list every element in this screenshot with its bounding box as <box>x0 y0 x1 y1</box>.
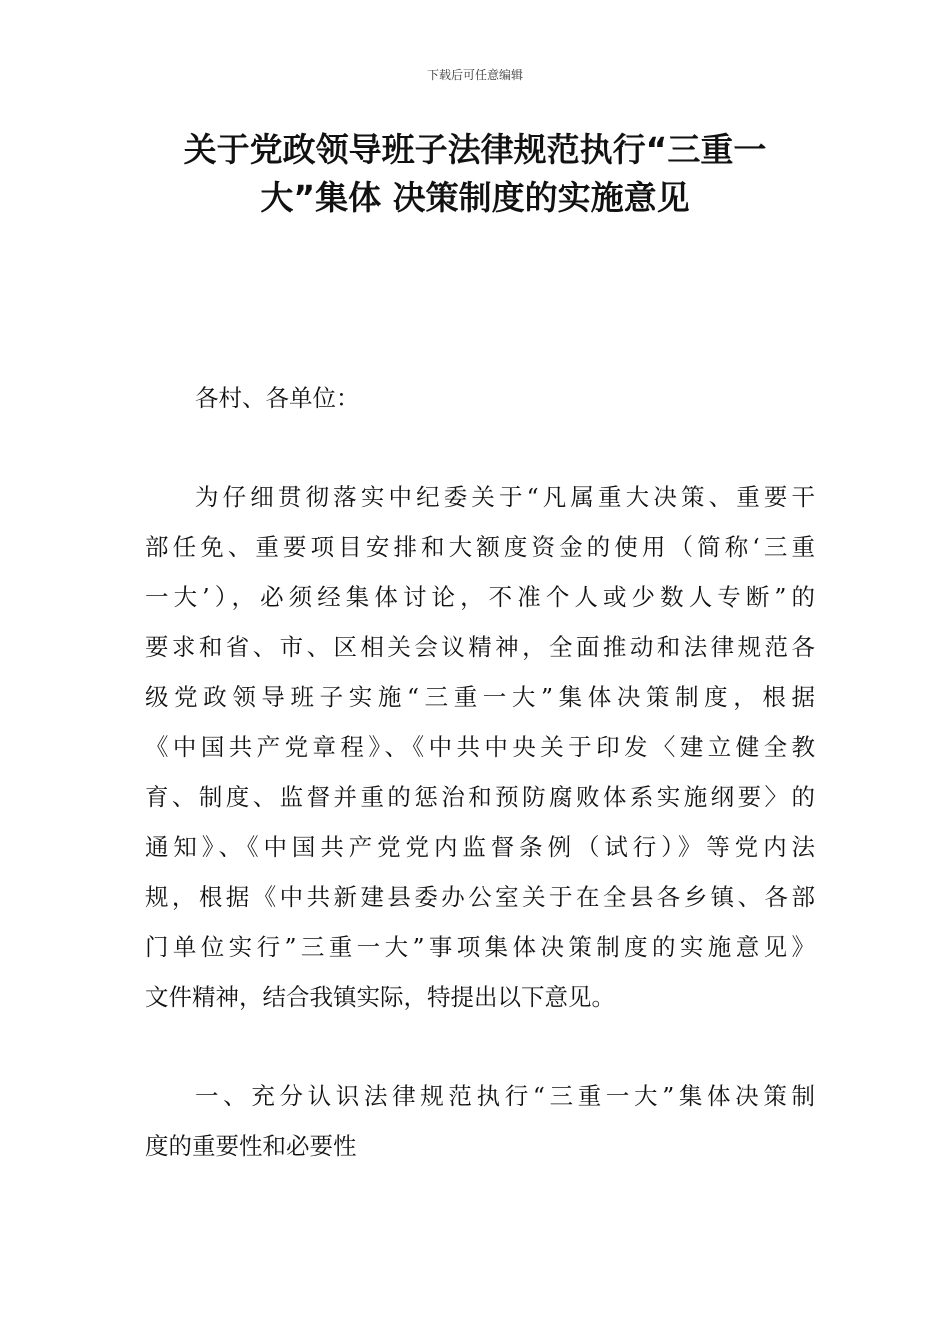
paragraph-line: 级党政领导班子实施“三重一大”集体决策制度，根据 <box>145 683 815 711</box>
paragraph-line: 一大’），必须经集体讨论，不准个人或少数人专断”的 <box>145 583 815 611</box>
paragraph-line: 为仔细贯彻落实中纪委关于“凡属重大决策、重要干 <box>195 483 815 511</box>
paragraph-line: 《中国共产党章程》、《中共中央关于印发〈建立健全教 <box>145 733 815 761</box>
section-heading-line: 度的重要性和必要性 <box>145 1132 357 1160</box>
section-heading-line: 一、充分认识法律规范执行“三重一大”集体决策制 <box>195 1082 815 1110</box>
paragraph-line: 要求和省、市、区相关会议精神，全面推动和法律规范各 <box>145 633 815 661</box>
paragraph-line: 育、制度、监督并重的惩治和预防腐败体系实施纲要〉的 <box>145 783 815 811</box>
paragraph-line: 规，根据《中共新建县委办公室关于在全县各乡镇、各部 <box>145 883 815 911</box>
paragraph-line: 通知》、《中国共产党党内监督条例（试行）》等党内法 <box>145 833 815 861</box>
paragraph-intro <box>145 472 815 1022</box>
salutation: 各村、各单位： <box>195 384 360 412</box>
section-heading-1 <box>145 1071 815 1171</box>
download-note: 下载后可任意编辑 <box>426 68 523 82</box>
title-line-2: 大”集体 决策制度的实施意见 <box>260 178 690 217</box>
document-title <box>130 126 820 222</box>
paragraph-line: 文件精神，结合我镇实际，特提出以下意见。 <box>145 983 615 1011</box>
paragraph-line: 部任免、重要项目安排和大额度资金的使用（简称‘三重 <box>145 533 815 561</box>
paragraph-line: 门单位实行”三重一大”事项集体决策制度的实施意见》 <box>145 933 815 961</box>
title-line-1: 关于党政领导班子法律规范执行“三重一 <box>183 130 767 169</box>
